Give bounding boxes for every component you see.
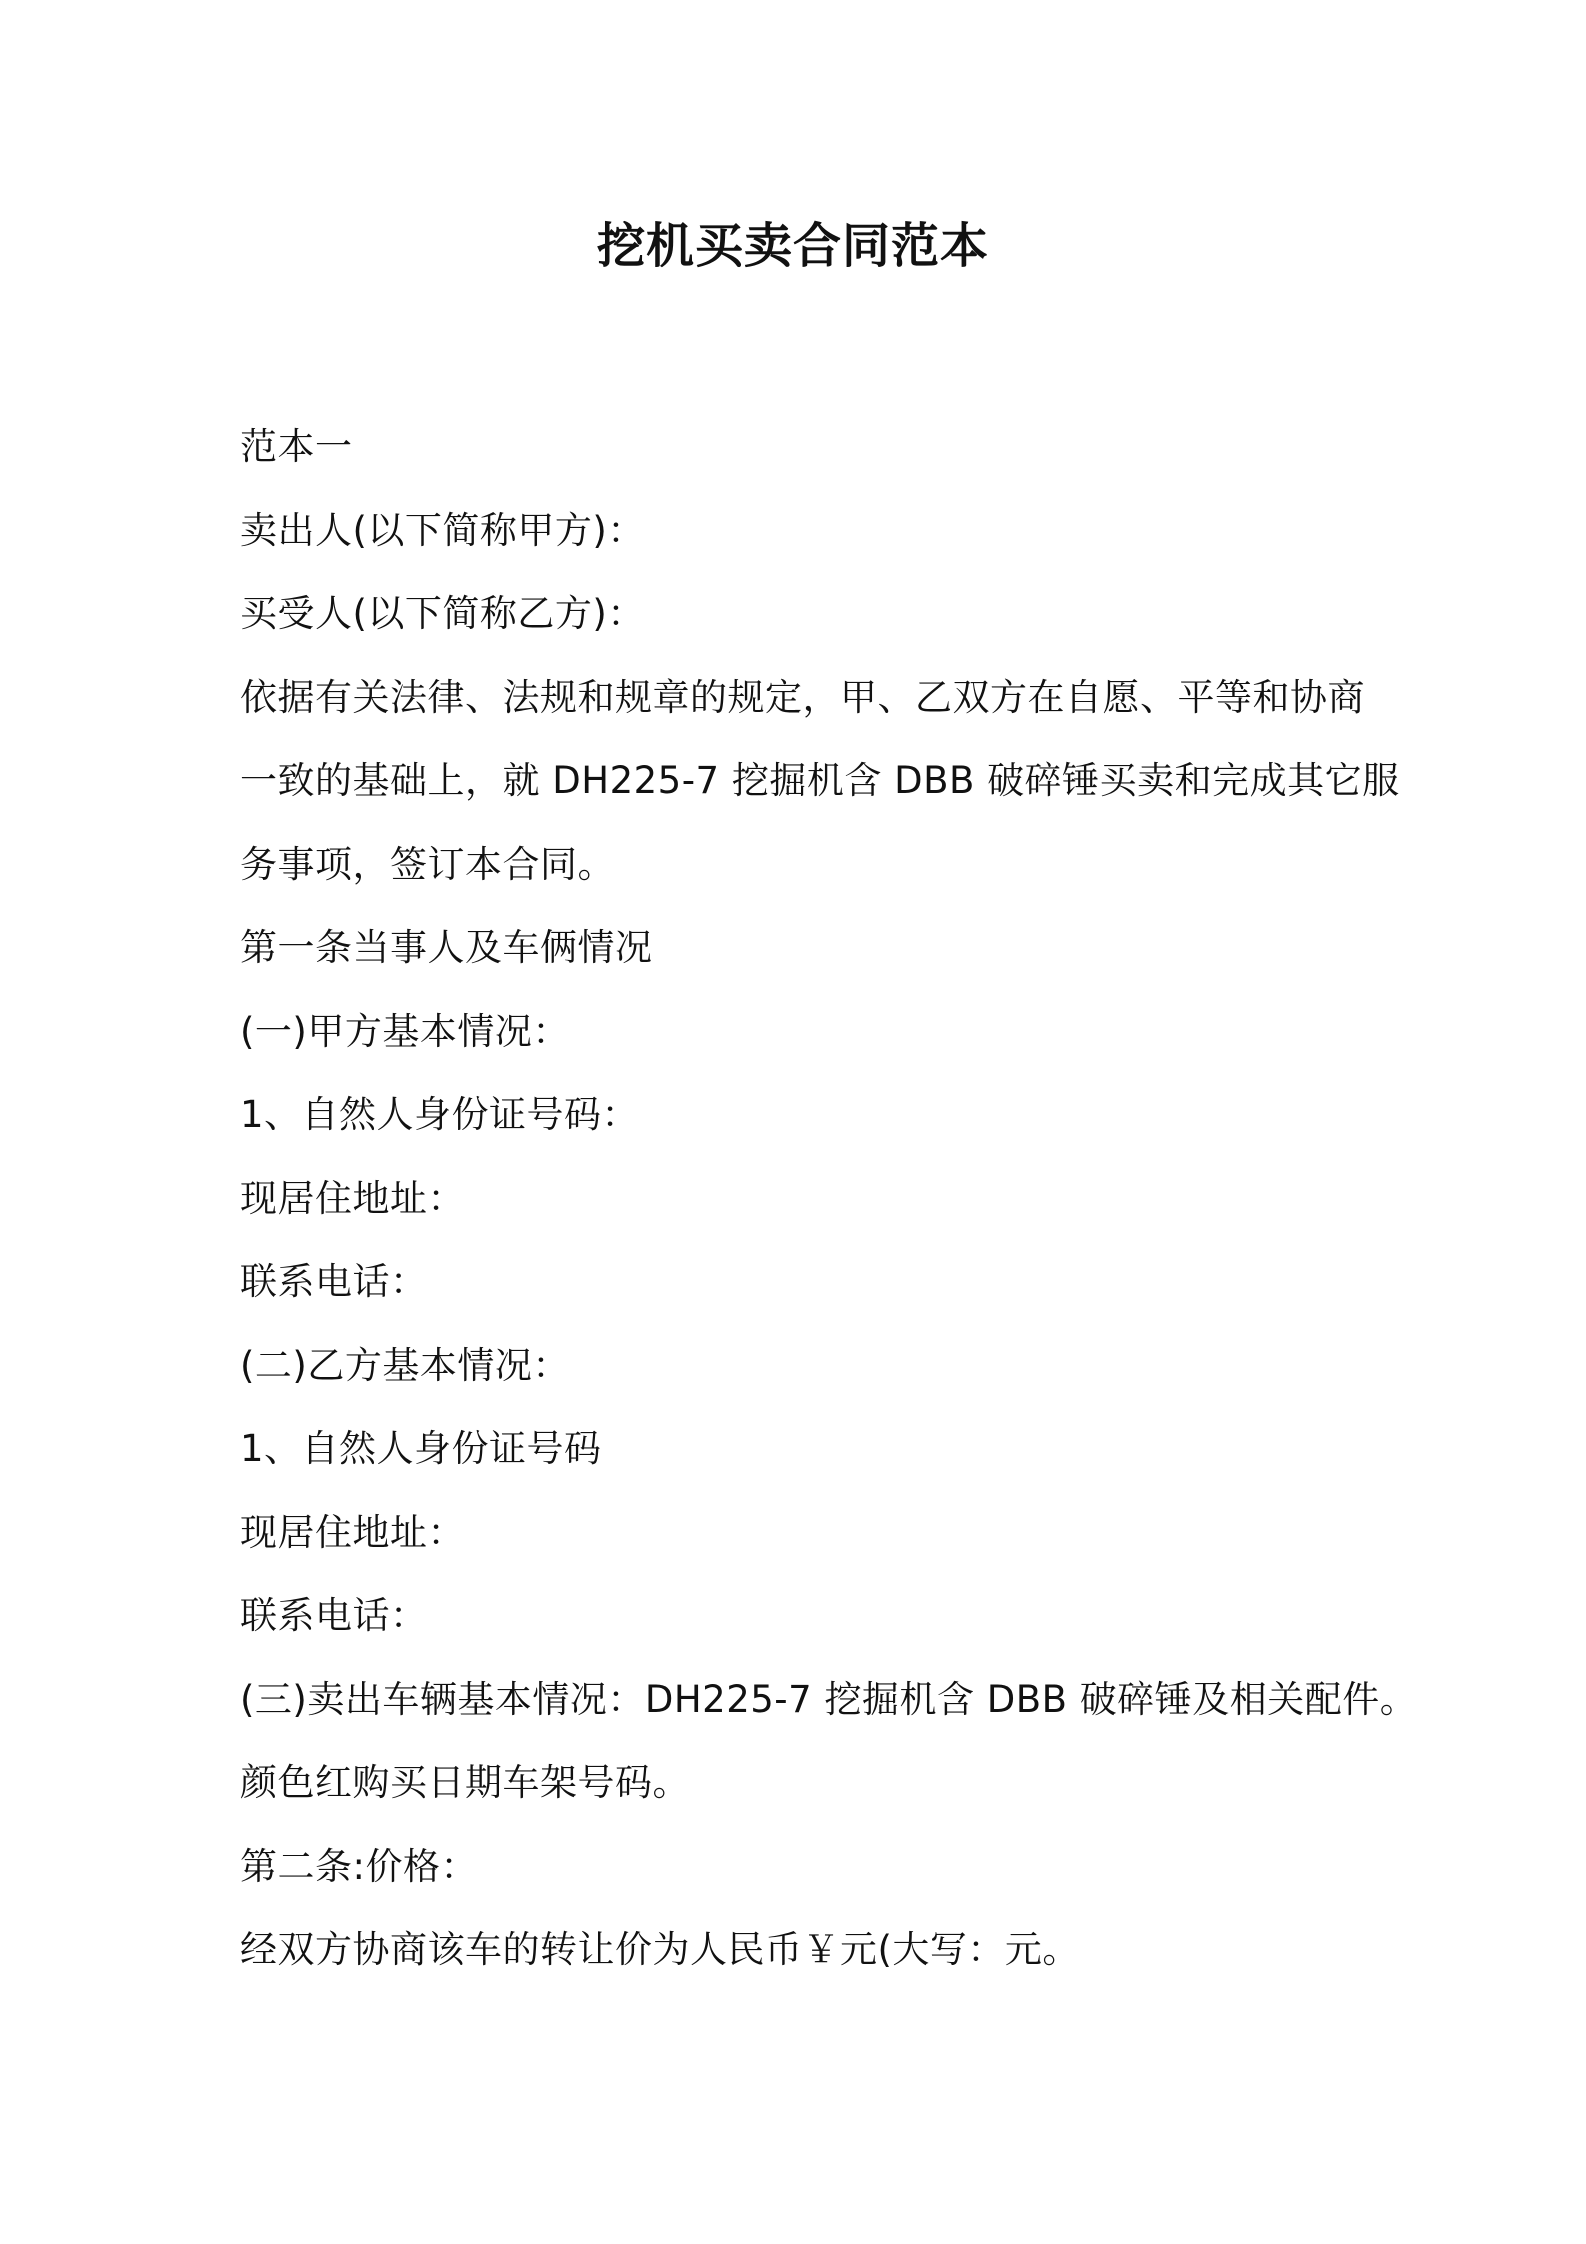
- party-a-heading: (一)甲方基本情况：: [240, 1009, 570, 1053]
- party-a-id-line: 1、自然人身份证号码：: [240, 1093, 640, 1136]
- party-b-address-line: 现居住地址：: [240, 1510, 465, 1554]
- price-line: 经双方协商该车的转让价为人民币￥元(大写：元。: [240, 1928, 1080, 1971]
- document-body: [240, 405, 1418, 1992]
- paragraph-line: 一致的基础上，就 DH225-7 挖掘机含 DBB 破碎锤买卖和完成其它服: [240, 759, 1400, 802]
- party-b-heading: (二)乙方基本情况：: [240, 1343, 570, 1387]
- vehicle-info-line: (三)卖出车辆基本情况：DH225-7 挖掘机含 DBB 破碎锤及相关配件。: [240, 1677, 1418, 1721]
- section-heading-sample-one: 范本一: [240, 425, 353, 468]
- document-title: 挖机买卖合同范本: [596, 218, 989, 274]
- party-a-phone-line: 联系电话：: [240, 1260, 428, 1303]
- party-a-address-line: 现居住地址：: [240, 1176, 465, 1220]
- party-b-id-line: 1、自然人身份证号码: [240, 1427, 602, 1470]
- seller-line: 卖出人(以下简称甲方)：: [240, 508, 645, 552]
- paragraph-line: 务事项，签订本合同。: [240, 842, 615, 886]
- article-one-heading: 第一条当事人及车俩情况: [240, 926, 653, 969]
- article-two-heading: 第二条:价格：: [240, 1844, 478, 1888]
- buyer-line: 买受人(以下简称乙方)：: [240, 592, 645, 635]
- paragraph-line: 依据有关法律、法规和规章的规定，甲、乙双方在自愿、平等和协商: [240, 675, 1365, 719]
- party-b-phone-line: 联系电话：: [240, 1594, 428, 1637]
- vehicle-details-line: 颜色红购买日期车架号码。: [240, 1761, 690, 1804]
